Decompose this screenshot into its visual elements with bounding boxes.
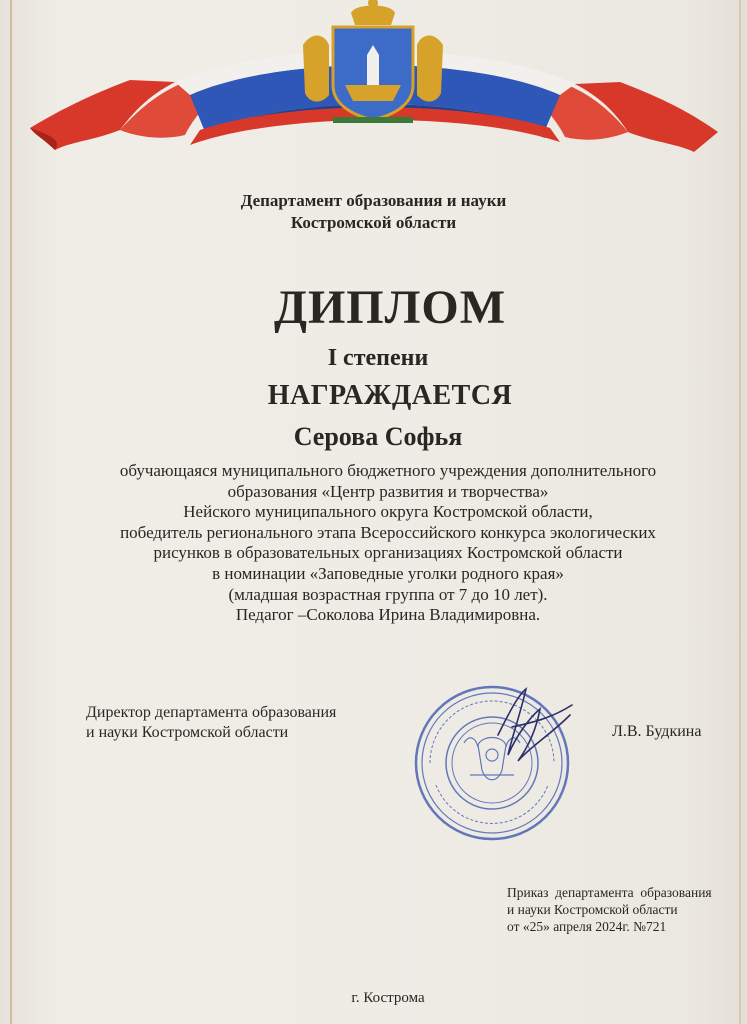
department-line-2: Костромской области — [290, 213, 457, 232]
order-line-3: от «25» апреля 2024г. №721 — [507, 919, 667, 934]
recipient-name: Серова Софья — [293, 422, 463, 451]
description-line: обучающаяся муниципального бюджетного учреждения дополнительного — [119, 461, 657, 480]
description-line: Педагог –Соколова Ирина Владимировна. — [235, 605, 541, 625]
description-line: Нейского муниципального округа Костромской области, — [183, 502, 593, 522]
awarded-heading: НАГРАЖДАЕТСЯ — [267, 380, 513, 411]
department-heading — [0, 190, 747, 234]
description-line: в номинации «Заповедные уголки родного края» — [212, 563, 564, 583]
diploma-title: ДИПЛОМ — [273, 281, 507, 334]
order-line-1: Приказ департамента образования — [507, 885, 712, 900]
position-line-2: и науки Костромской области — [86, 724, 289, 741]
description-line: образования «Центр развития и творчества» — [227, 481, 549, 501]
diploma-degree: I степени — [327, 345, 429, 371]
description-line: (младшая возрастная группа от 7 до 10 лет). — [228, 584, 548, 604]
city-footer: г. Кострома — [351, 990, 425, 1006]
coat-of-arms-ribbon — [0, 0, 747, 175]
official-stamp — [400, 675, 590, 845]
signer-name: Л.В. Будкина — [612, 723, 702, 740]
order-line-2: и науки Костромской области — [507, 902, 678, 917]
description-line: рисунков в образовательных организациях Костромской области — [153, 543, 623, 563]
signatory-position — [86, 703, 336, 743]
order-reference — [507, 884, 712, 935]
description-line: победитель регионального этапа Всероссийского конкурса экологических — [120, 522, 656, 542]
department-line-1: Департамент образования и науки — [240, 191, 507, 210]
award-description — [0, 461, 747, 626]
position-line-1: Директор департамента образования — [86, 704, 337, 721]
